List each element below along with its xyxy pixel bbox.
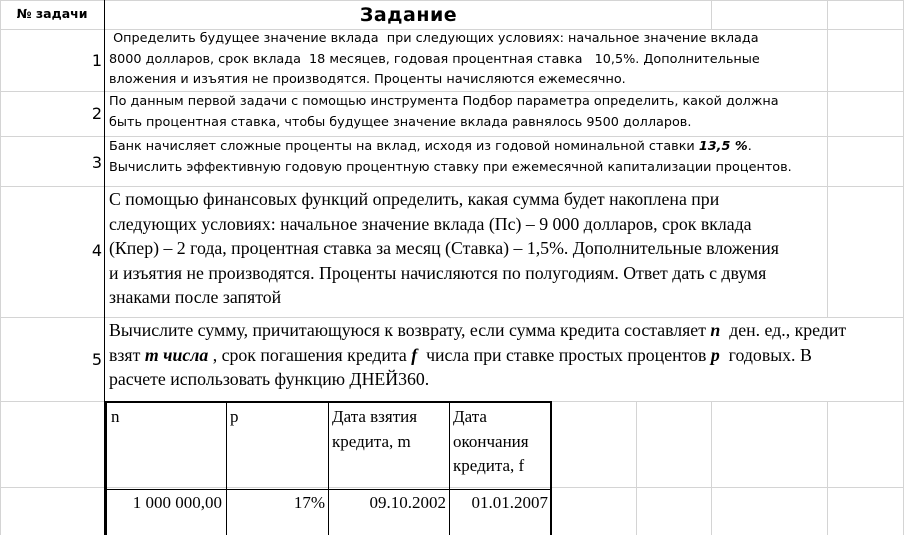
task-line-text: , срок погашения кредита <box>208 344 412 365</box>
task-line-text: Вычислите сумму, причитающуюся к возврату, если сумма кредита составляет <box>109 320 711 340</box>
task-line <box>109 343 899 368</box>
table-cell-n[interactable]: 1 000 000,00 <box>132 493 222 512</box>
task-line: Вычислить эффективную годовую процентную ставку при ежемесячной капитализации процентов. <box>109 159 792 175</box>
task-line: быть процентная ставка, чтобы будущее значение вклада равнялось 9500 долларов. <box>109 114 692 130</box>
task-line <box>109 137 819 158</box>
table-divider <box>107 489 550 490</box>
task-line: следующих условиях: начальное значение вклада (Пс) – 9 000 долларов, срок вклада <box>109 213 752 234</box>
task-line-text: годовых. В <box>719 344 812 365</box>
task-line-text: числа при ставке простых процентов <box>417 344 711 365</box>
task-number[interactable]: 1 <box>91 51 102 70</box>
table-header-line: Дата взятия <box>332 407 418 426</box>
task-number[interactable]: 5 <box>91 350 102 369</box>
table-cell-start-date[interactable]: 09.10.2002 <box>369 493 446 512</box>
variable-p: p <box>710 344 720 365</box>
table-cell-end-date[interactable]: 01.01.2007 <box>471 493 548 512</box>
task-line-text: Банк начисляет сложные проценты на вклад, исходя из годовой номинальной ставки <box>109 139 699 154</box>
table-header-line: кредита, f <box>453 456 525 475</box>
task-line-text: . <box>747 139 752 154</box>
task-line: 8000 долларов, срок вклада 18 месяцев, годовая процентная ставка 10,5%. Дополнительные <box>109 51 760 67</box>
grid-line <box>636 401 637 535</box>
table-header-end-date[interactable] <box>451 405 552 479</box>
task-line: расчете использовать функцию ДНЕЙ360. <box>109 369 430 390</box>
table-cell-p[interactable]: 17% <box>293 493 325 512</box>
table-header-p[interactable] <box>228 405 328 430</box>
credit-table <box>105 401 552 535</box>
table-divider <box>328 403 329 535</box>
table-header-line: Дата <box>453 407 487 426</box>
task-text[interactable] <box>109 92 819 133</box>
task-line: вложения и изъятия не производятся. Проценты начисляются ежемесячно. <box>109 72 626 87</box>
header-task[interactable]: Задание <box>359 4 458 26</box>
task-number[interactable]: 2 <box>91 104 102 123</box>
table-header-line: n <box>111 407 120 426</box>
variable-f: f <box>411 344 418 365</box>
header-task-number[interactable]: № задачи <box>16 6 88 21</box>
task-line: С помощью финансовых функций определить, какая сумма будет накоплена при <box>109 189 720 209</box>
task-text[interactable] <box>109 29 819 91</box>
table-divider <box>449 403 450 535</box>
grid-line <box>711 401 712 535</box>
task-line: и изъятия не производятся. Проценты начисляются по полугодиям. Ответ дать с двумя <box>109 262 767 283</box>
task-line: По данным первой задачи с помощью инструмента Подбор параметра определить, какой должна <box>109 94 779 109</box>
rate-value: 13,5 % <box>698 139 748 154</box>
table-divider <box>226 403 227 535</box>
table-header-line: кредита, m <box>332 431 411 451</box>
task-line: (Кпер) – 2 года, процентная ставка за месяц (Ставка) – 1,5%. Дополнительные вложения <box>109 238 779 259</box>
task-line: знаками после запятой <box>109 287 282 308</box>
task-text[interactable] <box>109 318 899 392</box>
task-number[interactable]: 3 <box>91 153 102 172</box>
task-line <box>109 318 899 343</box>
task-line-text: взят <box>109 344 145 365</box>
task-text[interactable] <box>109 137 819 178</box>
grid-line <box>0 0 1 535</box>
grid-line <box>0 0 904 1</box>
task-number[interactable]: 4 <box>91 241 102 260</box>
variable-n: n <box>710 320 721 340</box>
grid-line <box>827 401 828 535</box>
variable-m: m числа <box>144 344 209 365</box>
table-header-line: p <box>230 407 239 426</box>
table-header-n[interactable] <box>109 405 226 430</box>
task-line-text: ден. ед., кредит <box>720 320 847 340</box>
task-text[interactable] <box>109 187 834 310</box>
table-header-line: окончания <box>453 431 529 451</box>
table-header-start-date[interactable] <box>330 405 449 454</box>
task-line: Определить будущее значение вклада при следующих условиях: начальное значение вклада <box>109 31 759 46</box>
